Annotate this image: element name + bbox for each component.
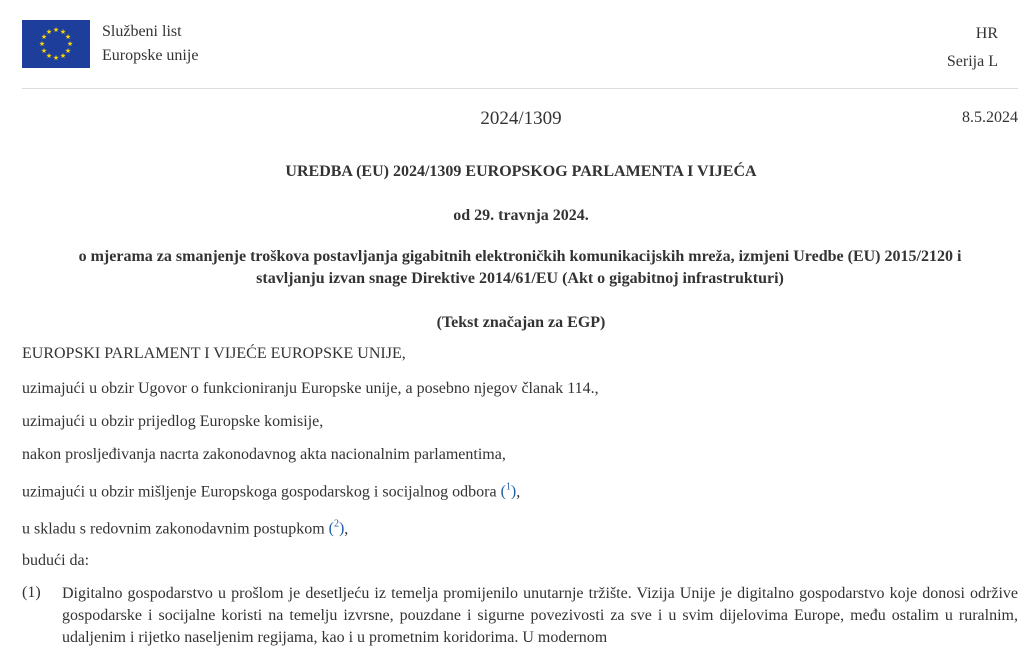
svg-text:★: ★ [52,26,60,34]
recital-text: Digitalno gospodarstvo u prošlom je desetljeću iz temelja promijenilo unutarnje tržište. Vizija Unije je digitalno gospodarstvo koje donosi održive gospodarske i socijalne koristi na temelju izvrsne, pouzdane i sigurne povezivosti za sve i u svim dijelovima Europe, među ostalim u ruralnim, udaljenim i rijetko naseljenim regijama, kao i u prometnim koridorima. U modernom [62,585,1018,646]
svg-text:★: ★ [45,28,53,36]
publication-date: 8.5.2024 [962,109,1018,126]
eu-flag-icon [22,20,90,68]
footnote-link-2[interactable]: ($^2$) [328,519,345,538]
document-number: 2024/1309 [480,108,562,129]
publication-name [102,20,198,68]
publication-line-1: Službeni list [102,23,182,40]
svg-text:★: ★ [45,52,53,60]
svg-text:★: ★ [66,40,74,48]
language-code: HR [975,25,998,42]
regulation-title: UREDBA (EU) 2024/1309 EUROPSKOG PARLAMENTA I VIJEĆA [285,163,757,180]
language-series [947,20,998,76]
svg-text:★: ★ [52,54,60,62]
preamble-whereas: budući da: [22,552,90,569]
preamble-treaty: uzimajući u obzir Ugovor o funkcioniranju Europske unije, a posebno njegov članak 114., [22,380,599,397]
preamble-procedure: u skladu s redovnim zakonodavnim postupkom ($^2$), [22,519,349,538]
recital-number: (1) [22,584,41,601]
preamble-opinion: uzimajući u obzir mišljenje Europskoga gospodarskog i socijalnog odbora ($^1$), [22,482,521,501]
svg-text:★: ★ [64,33,72,41]
preamble-procedure-text: u skladu s redovnim zakonodavnim postupkom [22,520,325,538]
publication-line-2: Europske unije [102,47,199,64]
preamble-proposal: uzimajući u obzir prijedlog Europske komisije, [22,413,324,430]
preamble-authority: EUROPSKI PARLAMENT I VIJEĆE EUROPSKE UNIJE, [22,345,406,362]
preamble-opinion-text: uzimajući u obzir mišljenje Europskoga gospodarskog i socijalnog odbora [22,483,497,501]
oj-header [22,20,998,90]
preamble-national-parliaments: nakon prosljeđivanja nacrta zakonodavnog akta nacionalnim parlamentima, [22,446,506,463]
svg-text:★: ★ [40,33,48,41]
svg-text:★: ★ [59,52,67,60]
regulation-date: od 29. travnja 2024. [453,207,589,224]
svg-text:★: ★ [59,28,67,36]
header-divider [22,88,1018,89]
eea-relevance: (Tekst značajan za EGP) [436,314,606,331]
series-label: Serija L [946,53,998,70]
svg-text:★: ★ [64,47,72,55]
regulation-subject: o mjerama za smanjenje troškova postavljanja gigabitnih elektroničkih komunikacijskih mreža, izmjeni Uredbe (EU) 2015/2120 i stavljanju izvan snage Direktive 2014/61/EU (Akt o gigabitnoj infrastrukturi) [78,248,962,287]
svg-text:★: ★ [40,47,48,55]
svg-text:★: ★ [38,40,46,48]
footnote-link-1[interactable]: ($^1$) [500,482,517,501]
